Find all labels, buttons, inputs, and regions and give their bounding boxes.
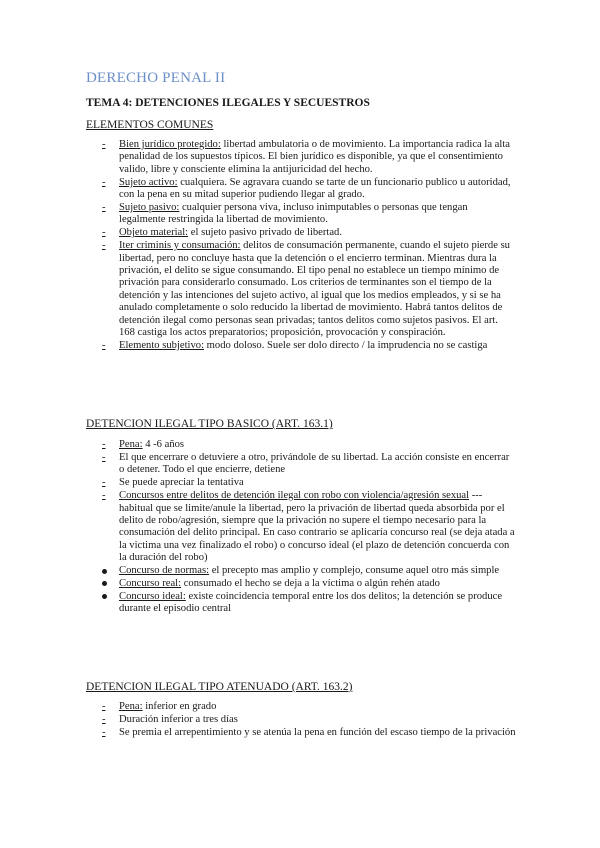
course-title: DERECHO PENAL II (86, 70, 226, 86)
bullet-dash-icon: - (102, 713, 106, 725)
item-text: cualquier persona viva, incluso inimputables o personas que tengan legalmente restringida la libertad de movimiento. (119, 202, 468, 226)
list-item (86, 240, 516, 339)
item-label: Objeto material: (119, 227, 189, 239)
bullet-dash-icon: - (102, 726, 106, 738)
list-item (86, 477, 516, 489)
item-label: Concursos entre delitos de detención ilegal con robo con violencia/agresión sexual (119, 490, 470, 502)
item-label: Concurso ideal: (119, 590, 186, 602)
bullet-dash-icon: - (102, 139, 106, 150)
item-text: Duración inferior a tres días (119, 713, 238, 725)
item-text: 4 -6 años (142, 439, 185, 450)
bullet-dash-icon: - (102, 227, 106, 239)
item-label: Concurso real: (119, 577, 182, 589)
list-item (86, 591, 516, 616)
item-text: libertad ambulatoria o de movimiento. La importancia radica la alta penalidad de los supuestos típicos. El bien jurídico es disponible, ya que el consentimiento valido, libre y consciente elimina la antijuricidad del hecho. (119, 139, 510, 175)
item-label: Concurso de normas: (119, 565, 210, 577)
list-item (86, 139, 516, 176)
item-label: Iter criminis y consumación: (119, 240, 241, 252)
bullet-dash-icon: - (102, 176, 106, 188)
item-text: El que encerrare o detuviere a otro, privándole de su libertad. La acción consiste en encerrar o detener. Todo el que encierre, detiene (119, 451, 510, 476)
list-item (86, 714, 516, 726)
item-text: el precepto mas amplio y complejo, consume aquel otro más simple (209, 565, 500, 577)
topic-title: TEMA 4: DETENCIONES ILEGALES Y SECUESTROS (86, 97, 370, 109)
item-text: Se premia el arrepentimiento y se atenúa la pena en función del escaso tiempo de la privación (119, 726, 516, 738)
section-list-tipo-atenuado (86, 701, 516, 740)
item-label: Elemento subjetivo: (119, 340, 205, 351)
list-item (86, 490, 516, 564)
bullet-dash-icon: - (102, 240, 106, 252)
item-text: Se puede apreciar la tentativa (119, 477, 244, 489)
item-text: cualquiera. Se agravara cuando se tarte de un funcionario publico u autoridad, con la pena en su mitad superior pudiendo llegar al grado. (119, 176, 511, 201)
item-text: modo doloso. Suele ser dolo directo / la imprudencia no se castiga (204, 340, 488, 351)
list-item (86, 727, 516, 739)
bullet-dash-icon: - (102, 202, 106, 214)
list-item (86, 439, 516, 451)
list-item (86, 452, 516, 477)
list-item (86, 340, 516, 352)
section-heading-tipo-atenuado: DETENCION ILEGAL TIPO ATENUADO (ART. 163.2) (86, 681, 353, 693)
item-text: --- habitual que se limite/anule la libertad, pero la privación de libertad queda absorbida por el delito de robo/agresión, siempre que la privación no supere el tiempo necesario para la consumación del delito principal. En caso contrario se aplicaría concurso real (se deja atada a la victima una vez finalizado el robo) o concurso ideal (el plazo de detención concuerda con la duración del robo) (119, 490, 515, 564)
list-item (86, 227, 516, 239)
item-label: Sujeto activo: (119, 176, 178, 188)
section-heading-tipo-basico: DETENCION ILEGAL TIPO BASICO (ART. 163.1) (86, 418, 333, 430)
bullet-dash-icon: - (102, 439, 106, 450)
item-label: Pena: (119, 439, 143, 450)
item-label: Bien jurídico protegido: (119, 139, 221, 150)
list-item (86, 177, 516, 202)
item-text: existe coincidencia temporal entre los dos delitos; la detención se produce durante el episodio central (119, 590, 503, 615)
section-list-tipo-basico (86, 439, 516, 616)
bullet-dash-icon: - (102, 490, 106, 502)
item-text: el sujeto pasivo privado de libertad. (188, 227, 343, 239)
list-item (86, 202, 516, 227)
section-heading-elementos: ELEMENTOS COMUNES (86, 119, 214, 131)
bullet-dash-icon: - (102, 340, 106, 351)
list-item (86, 578, 516, 590)
bullet-dash-icon: - (102, 701, 106, 712)
list-item (86, 565, 516, 577)
bullet-dash-icon: - (102, 451, 106, 463)
item-label: Pena: (119, 701, 143, 712)
bullet-dash-icon: - (102, 477, 106, 489)
item-text: consumado el hecho se deja a la víctima o algún rehén atado (181, 577, 440, 589)
item-text: delitos de consumación permanente, cuando el sujeto pierde su libertad, pero no concluye hasta que la detención o el encierro terminan. Mientras dura la privación, el delito se sigue consumando. El tipo penal no establece un tiempo mínimo de privación para considerarlo consumado. Los criterios de terminantes son el tiempo de la detención y las intenciones del sujeto activo, al igual que los medios empleados, y si se ha anulado completamente o solo reducido la libertad de movimiento. Habrá tantos delitos de detención ilegal como personas sean privadas; tantos delitos como sujetos pasivos. El art. 168 castiga los actos preparatorios; proposición, provocación y conspiración. (119, 240, 510, 339)
item-label: Sujeto pasivo: (119, 202, 180, 214)
section-list-elementos (86, 139, 516, 353)
item-text: inferior en grado (142, 701, 217, 712)
list-item (86, 701, 516, 713)
